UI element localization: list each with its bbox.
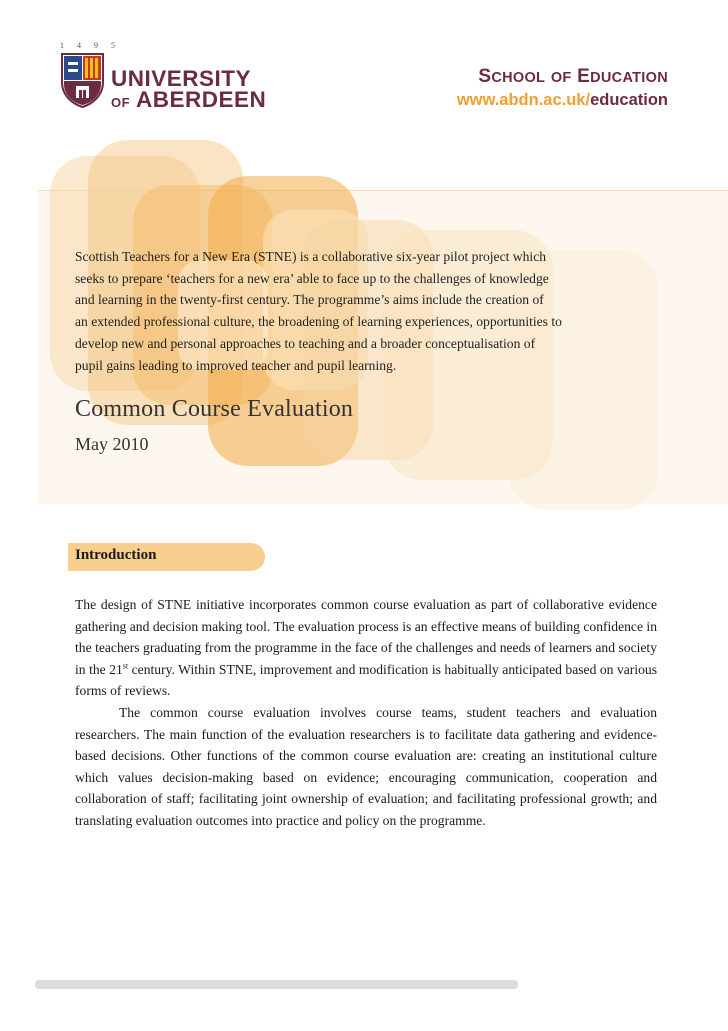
- intro-line: Scottish Teachers for a New Era (STNE) is a collaborative six-year pilot project which: [75, 249, 547, 264]
- document-date: May 2010: [75, 434, 149, 454]
- school-url: www.abdn.ac.uk/education: [456, 91, 668, 109]
- university-wordmark: [111, 68, 266, 113]
- intro-line: and learning in the twenty-first century. The programme’s aims include the creation of: [75, 292, 544, 308]
- footer-bar: [35, 980, 518, 989]
- intro-line: pupil gains leading to improved teacher and pupil learning.: [75, 357, 397, 373]
- section-heading: Introduction: [75, 547, 157, 563]
- intro-line: seeks to prepare ‘teachers for a new era’ able to face up to the challenges of knowledge: [75, 270, 549, 286]
- intro-line: develop new and personal approaches to teaching and a broader conceptualisation of: [75, 335, 536, 351]
- school-branding: [457, 66, 668, 111]
- university-crest-icon: [60, 52, 105, 108]
- logo-year: 1495: [60, 41, 128, 50]
- section-body: [75, 594, 657, 832]
- paragraph-2: The common course evaluation involves course teams, student teachers and evaluation researchers. The main function of the evaluation researchers is to facilitate data gathering and evidence-based decisions. Other functions of the common course evaluation are: creating an institutional culture which values decision-making based on evidence; encouraging communication, cooperation and collaboration of staff; facilitating joint ownership of evaluation; and facilitating professional growth; and translating evaluation outcomes into practice and policy on the programme.: [75, 704, 657, 828]
- school-title: SCHOOL OF EDUCATION: [478, 66, 668, 87]
- project-description: [75, 246, 635, 376]
- paragraph-1: The design of STNE initiative incorporates common course evaluation as part of collaborative evidence gathering and decision making tool. The evaluation process is an effective means of building confidence in the teachers graduating from the programme in the face of the challenges and needs of learners and society in the 21st century. Within STNE, improvement and modification is habitually anticipated based on various forms of reviews.: [75, 597, 657, 699]
- university-of: OF: [111, 95, 131, 110]
- document-title: Common Course Evaluation: [75, 396, 354, 422]
- university-line2: ABERDEEN: [135, 87, 267, 112]
- university-line1: UNIVERSITY: [111, 66, 252, 91]
- intro-line: an extended professional culture, the broadening of learning experiences, opportunities to: [75, 314, 562, 330]
